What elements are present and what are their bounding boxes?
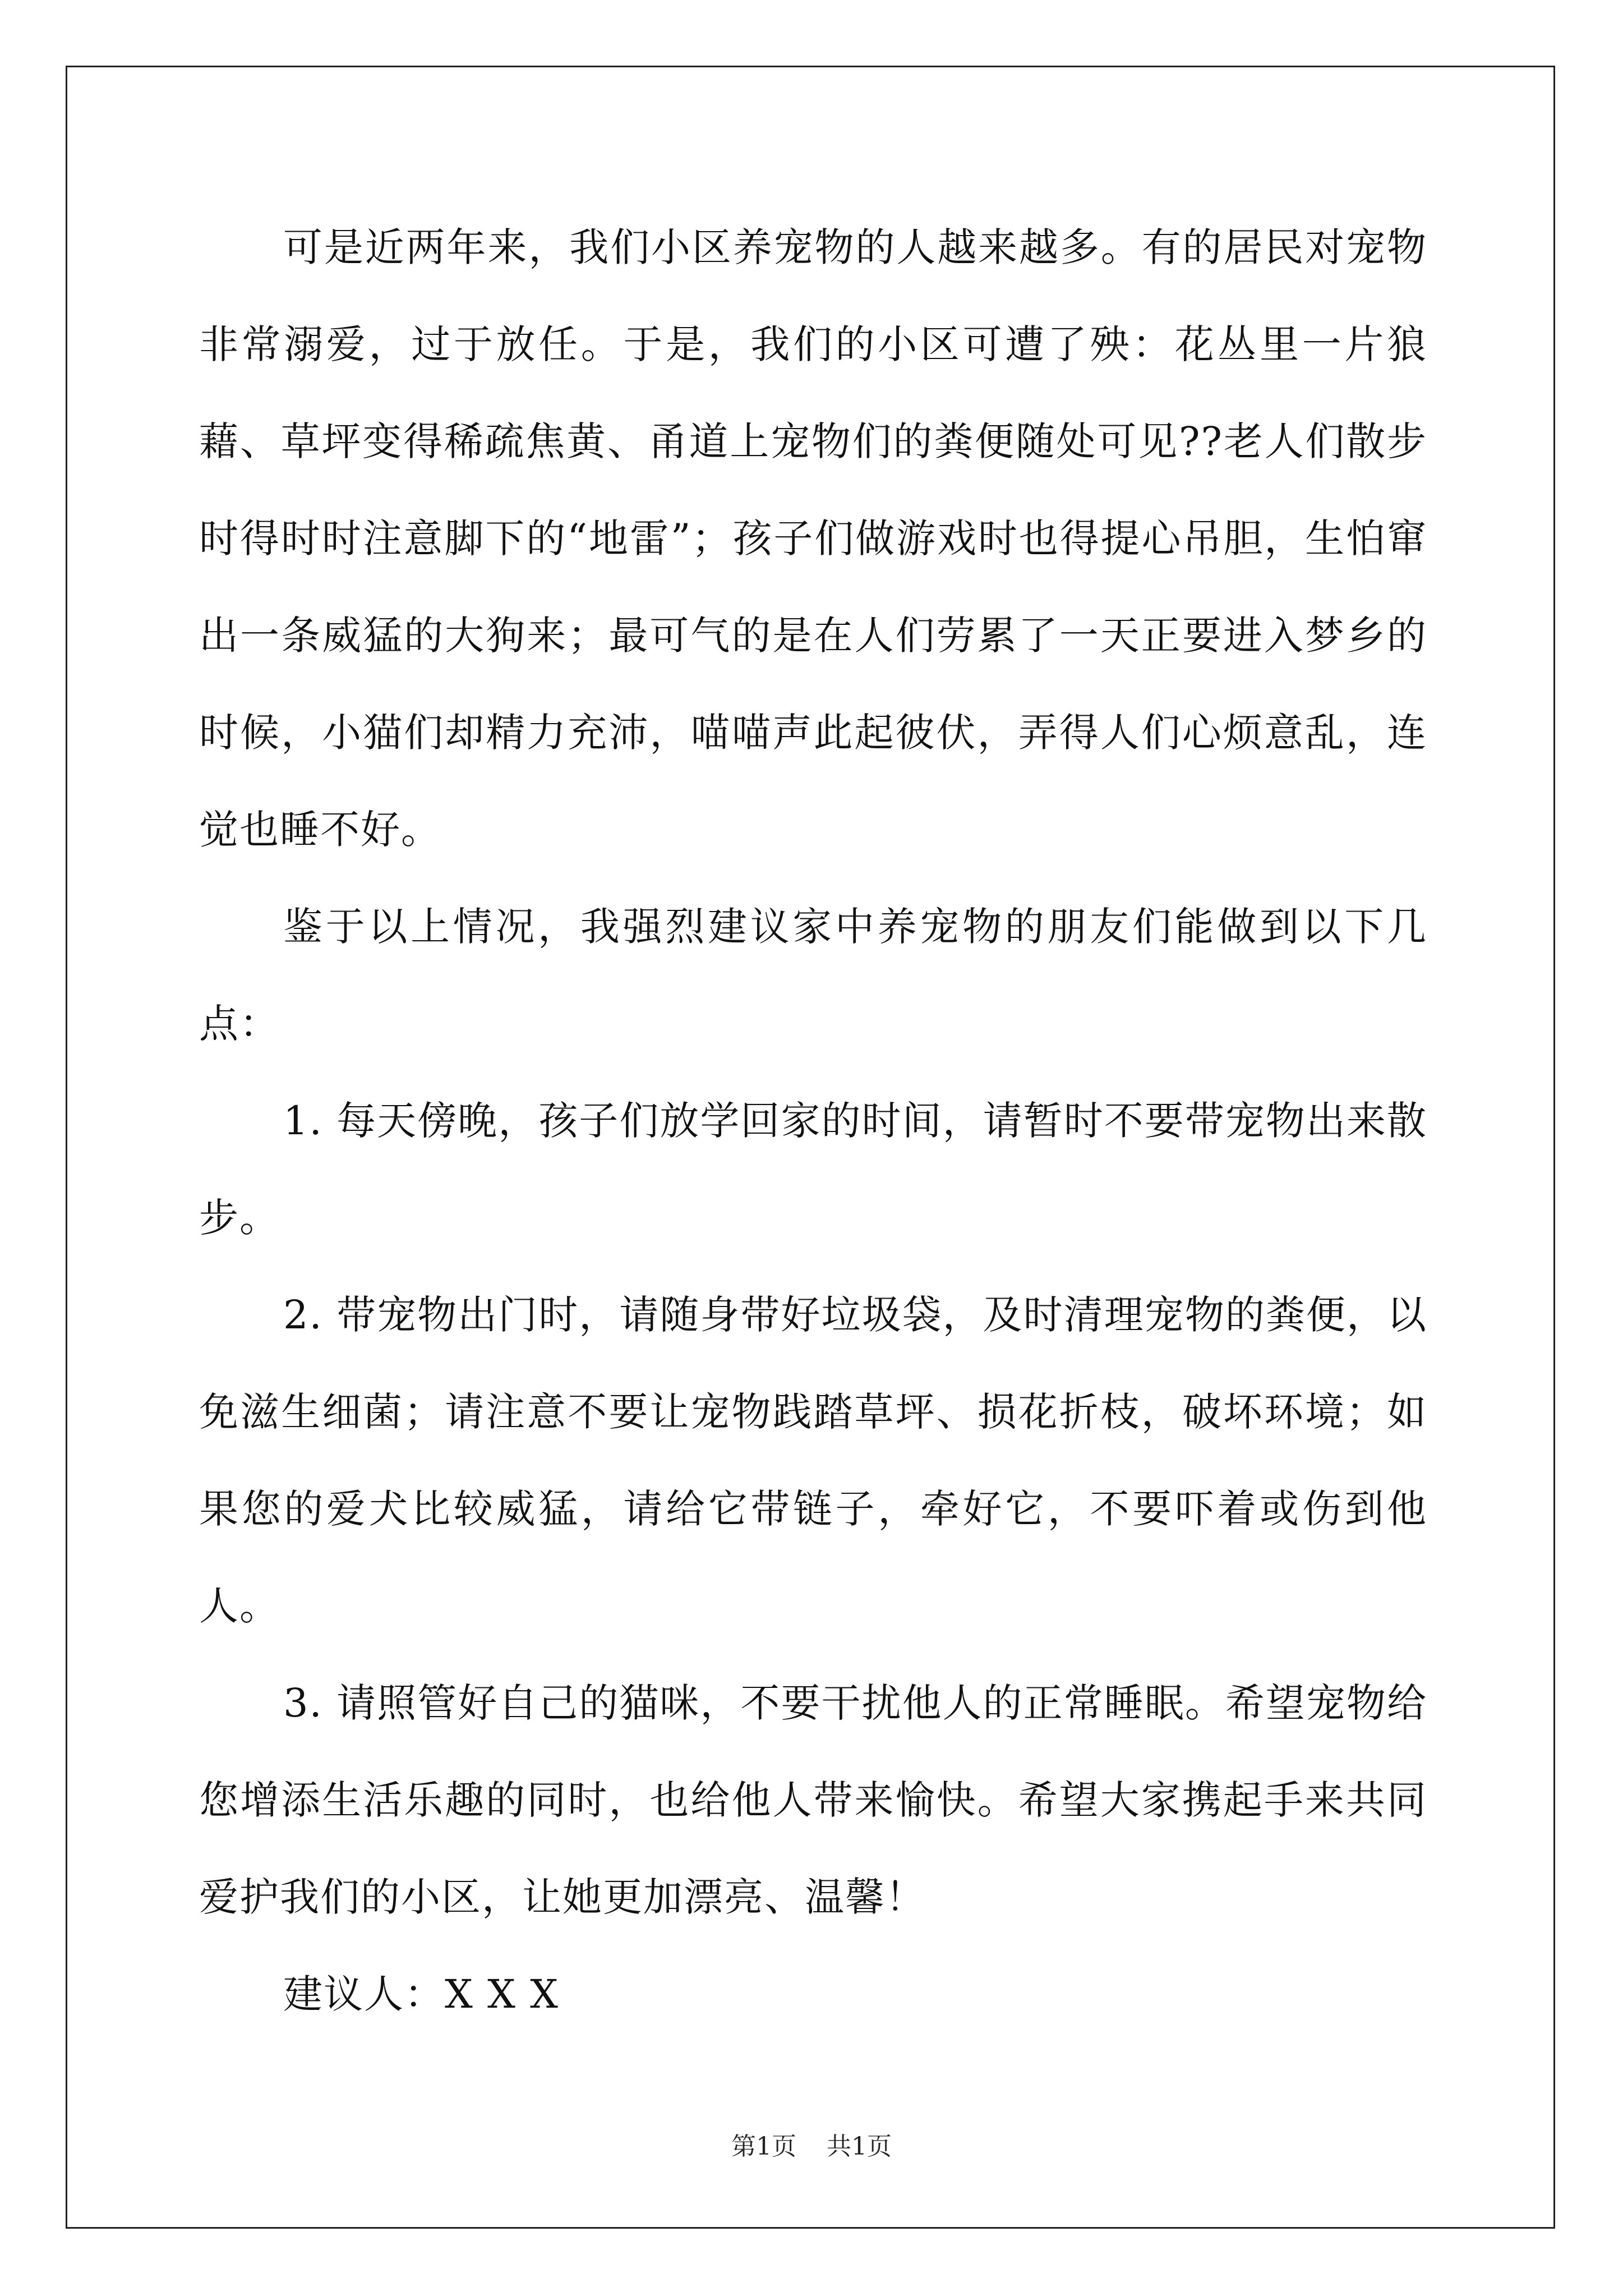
page-number: 第1页 (731, 2132, 796, 2161)
document-body (199, 199, 1427, 2043)
paragraph-point-2: 2. 带宠物出门时，请随身带好垃圾袋，及时清理宠物的粪便，以免滋生细菌；请注意不要让宠物践踏草坪、损花折枝，破坏环境；如果您的爱犬比较威猛，请给它带链子，牵好它，不要吓着或伤到他人。 (199, 1292, 1427, 1629)
signature-line: 建议人：X X X (283, 1971, 560, 2017)
page-footer (0, 2126, 1623, 2162)
paragraph-point-3: 3. 请照管好自己的猫咪，不要干扰他人的正常睡眠。希望宠物给您增添生活乐趣的同时，也给他人带来愉快。希望大家携起手来共同爱护我们的小区，让她更加漂亮、温馨！ (199, 1680, 1427, 1920)
paragraph-intro: 可是近两年来，我们小区养宠物的人越来越多。有的居民对宠物非常溺爱，过于放任。于是，我们的小区可遭了殃：花丛里一片狼藉、草坪变得稀疏焦黄、甬道上宠物们的粪便随处可见??老人们散步时得时时注意脚下的“地雷”；孩子们做游戏时也得提心吊胆，生怕窜出一条威猛的大狗来；最可气的是在人们劳累了一天正要进入梦乡的时候，小猫们却精力充沛，喵喵声此起彼伏，弄得人们心烦意乱，连觉也睡不好。 (199, 224, 1427, 853)
page-total: 共1页 (827, 2132, 892, 2161)
paragraph-suggestion-lead: 鉴于以上情况，我强烈建议家中养宠物的朋友们能做到以下几点： (199, 904, 1427, 1047)
paragraph-point-1: 1. 每天傍晚，孩子们放学回家的时间，请暂时不要带宠物出来散步。 (199, 1098, 1427, 1241)
